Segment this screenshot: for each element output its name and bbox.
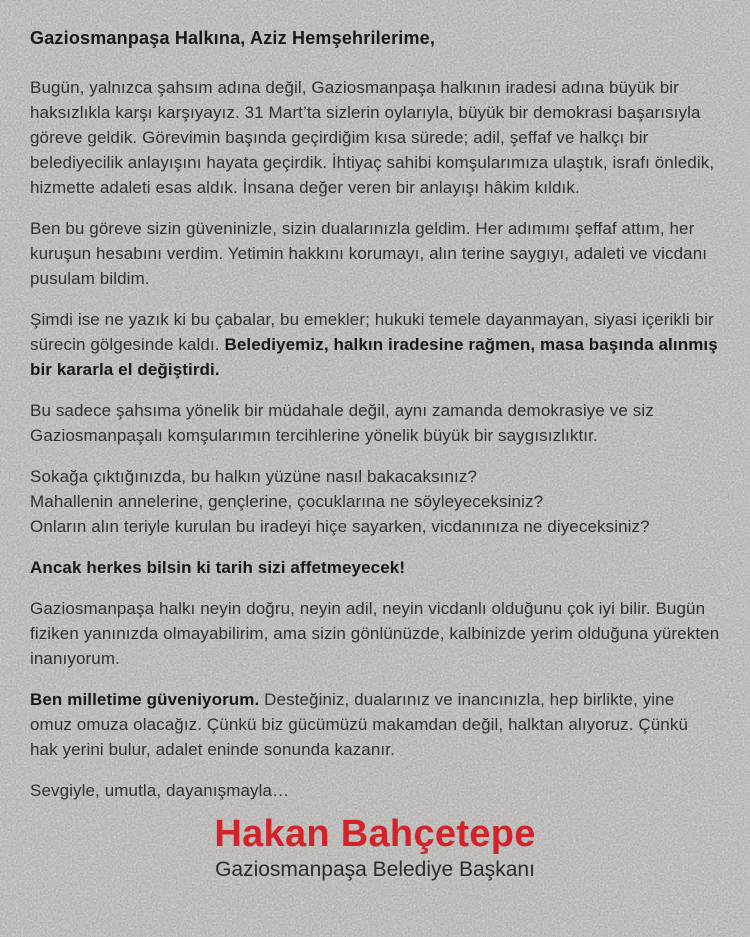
paragraph — [30, 687, 720, 762]
paragraph-segment: Şimdi ise ne yazık ki bu çabalar, bu emekler; hukuki temele dayanmayan, siyasi içerikli bir sürecin gölgesinde kaldı. — [30, 310, 714, 354]
paragraph-segment: Bu sadece şahsıma yönelik bir müdahale değil, aynı zamanda demokrasiye ve siz Gaziosmanpaşalı komşularımın tercihlerine yönelik büyük bir saygısızlıktır. — [30, 401, 654, 445]
paragraph — [30, 596, 720, 671]
paragraph-segment: Onların alın teriyle kurulan bu iradeyi hiçe sayarken, vicdanınıza ne diyeceksiniz? — [30, 517, 650, 536]
paragraph-segment-bold: Ancak herkes bilsin ki tarih sizi affetmeyecek! — [30, 558, 406, 577]
paragraph-segment-bold: Belediyemiz, halkın iradesine rağmen, masa başında alınmış bir kararla el değiştirdi. — [30, 335, 718, 379]
letter-body — [30, 75, 720, 762]
paragraph-segment: Bugün, yalnızca şahsım adına değil, Gaziosmanpaşa halkının iradesi adına büyük bir haksızlıkla karşı karşıyayız. 31 Mart’ta sizlerin oylarıyla, büyük bir demokrasi başarısıyla göreve geldik. Görevimin başında geçirdiğim kısa sürede; adil, şeffaf ve halkçı bir belediyecilik anlayışını hayata geçirdik. İhtiyaç sahibi komşularımıza ulaştık, israfı önledik, hizmette adaleti esas aldık. İnsana değer veren bir anlayışı hâkim kıldık. — [30, 78, 715, 197]
paragraph — [30, 398, 720, 448]
paragraph — [30, 216, 720, 291]
signature-block — [30, 812, 720, 883]
paragraph-segment: Sokağa çıktığınızda, bu halkın yüzüne nasıl bakacaksınız? — [30, 467, 478, 486]
salutation: Gaziosmanpaşa Halkına, Aziz Hemşehrilerime, — [30, 28, 436, 48]
paragraph — [30, 307, 720, 382]
paragraph-segment-bold: Ben milletime güveniyorum. — [30, 690, 260, 709]
paragraph — [30, 464, 720, 539]
paragraph-segment: Ben bu göreve sizin güveninizle, sizin dualarınızla geldim. Her adımımı şeffaf attım, her kuruşun hesabını verdim. Yetimin hakkını korumayı, alın terine saygıyı, adaleti ve vicdanı pusulam bildim. — [30, 219, 708, 288]
paragraph — [30, 75, 720, 200]
signature-name: Hakan Bahçetepe — [214, 813, 536, 855]
paragraph — [30, 555, 720, 580]
signature-title: Gaziosmanpaşa Belediye Başkanı — [215, 858, 535, 881]
paragraph-segment: Mahallenin annelerine, gençlerine, çocuklarına ne söyleyeceksiniz? — [30, 492, 544, 511]
paragraph-segment: Gaziosmanpaşa halkı neyin doğru, neyin adil, neyin vicdanlı olduğunu çok iyi bilir. Bugün fiziken yanınızda olmayabilirim, ama sizin gönlünüzde, kalbinizde yerim olduğuna yürekten inanıyorum. — [30, 599, 720, 668]
closing-line: Sevgiyle, umutla, dayanışmayla… — [30, 781, 290, 800]
paragraph-segment: Desteğiniz, dualarınız ve inancınızla, hep birlikte, yine omuz omuza olacağız. Çünkü biz gücümüzü makamdan değil, halktan alıyoruz. Çünkü hak yerini bulur, adalet eninde sonunda kazanır. — [30, 690, 689, 759]
